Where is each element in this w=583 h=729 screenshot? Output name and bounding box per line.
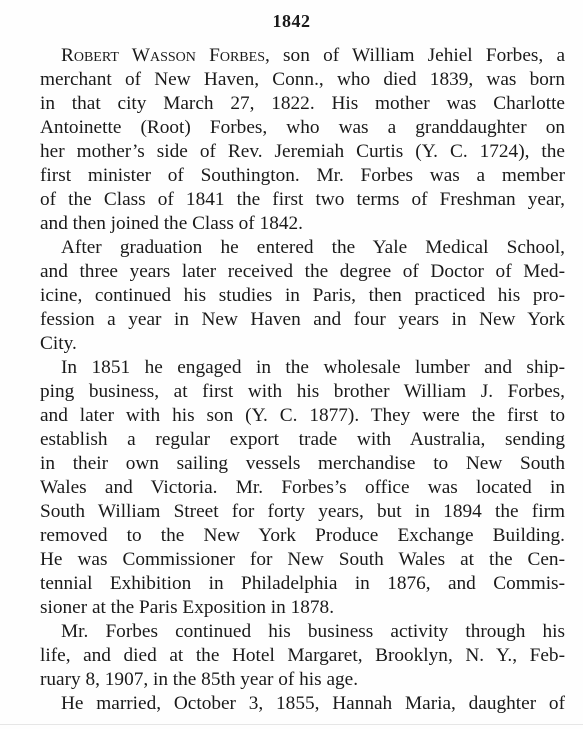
text-line: and three years later received the degree of Doctor of Med- xyxy=(40,261,565,282)
text-line: Mr. Forbes continued his business activity through his xyxy=(61,621,565,642)
biography-text xyxy=(40,44,565,716)
text-line: sioner at the Paris Exposition in 1878. xyxy=(40,597,335,618)
text-line: and later with his son (Y. C. 1877). They were the first to xyxy=(40,405,565,426)
paragraph-2 xyxy=(40,236,565,356)
text-line: fession a year in New Haven and four years in New York xyxy=(40,309,565,330)
text-line: He was Commissioner for New South Wales at the Cen- xyxy=(40,549,565,570)
paragraph-3 xyxy=(40,356,565,620)
text-line: South William Street for forty years, but in 1894 the firm xyxy=(40,501,565,522)
text-line: He married, October 3, 1855, Hannah Maria, daughter of xyxy=(61,693,565,714)
text-line: her mother’s side of Rev. Jeremiah Curtis (Y. C. 1724), the xyxy=(40,141,565,162)
page-header-year: 1842 xyxy=(272,11,311,31)
text-line: life, and died at the Hotel Margaret, Brooklyn, N. Y., Feb- xyxy=(40,645,565,666)
text-line: in their own sailing vessels merchandise to New South xyxy=(40,453,565,474)
text-line: tennial Exhibition in Philadelphia in 1876, and Commis- xyxy=(40,573,565,594)
paragraph-1 xyxy=(40,44,565,236)
subject-name: Robert Wasson Forbes xyxy=(61,45,265,66)
page-bottom-edge xyxy=(0,724,583,725)
text-line: establish a regular export trade with Australia, sending xyxy=(40,429,565,450)
text-line-rest: , son of William Jehiel Forbes, a xyxy=(265,45,565,66)
text-line: Antoinette (Root) Forbes, who was a granddaughter on xyxy=(40,117,565,138)
text-line: of the Class of 1841 the first two terms of Freshman year, xyxy=(40,189,565,210)
text-line: first minister of Southington. Mr. Forbes was a member xyxy=(40,165,565,186)
text-line: icine, continued his studies in Paris, then practiced his pro- xyxy=(40,285,565,306)
text-line: ruary 8, 1907, in the 85th year of his age. xyxy=(40,669,359,690)
text-line: Wales and Victoria. Mr. Forbes’s office was located in xyxy=(40,477,565,498)
text-line xyxy=(40,44,565,68)
text-line: in that city March 27, 1822. His mother was Charlotte xyxy=(40,93,565,114)
text-line: merchant of New Haven, Conn., who died 1839, was born xyxy=(40,69,565,90)
paragraph-5 xyxy=(40,692,565,716)
text-line: City. xyxy=(40,333,77,354)
text-line: ping business, at first with his brother William J. Forbes, xyxy=(40,381,565,402)
text-line: removed to the New York Produce Exchange Building. xyxy=(40,525,565,546)
text-line: In 1851 he engaged in the wholesale lumber and ship- xyxy=(61,357,565,378)
paragraph-4 xyxy=(40,620,565,692)
text-line: After graduation he entered the Yale Medical School, xyxy=(61,237,565,258)
text-line: and then joined the Class of 1842. xyxy=(40,213,303,234)
